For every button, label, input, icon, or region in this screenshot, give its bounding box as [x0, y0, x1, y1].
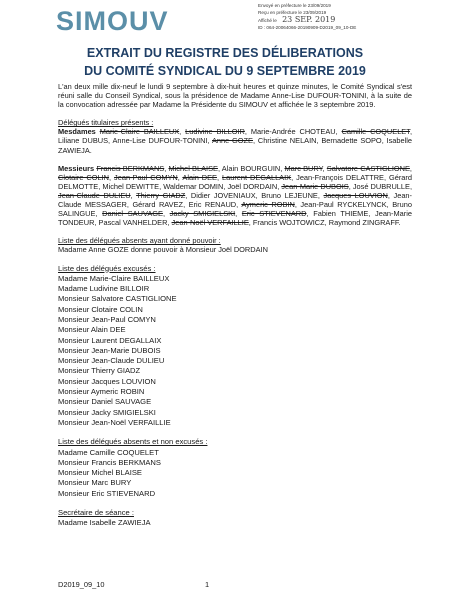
delegate-name: Waldemar DOMIN [163, 181, 224, 191]
delegate-name: Gérard RAVEZ [132, 200, 184, 210]
list-item: Madame Ludivine BILLOIR [58, 284, 150, 294]
delegate-name: Jacky SMIGIELSKI [169, 209, 236, 219]
list-item: Monsieur Thierry GIADZ [58, 366, 141, 376]
delegate-name: Didier JOVENIAUX [190, 190, 256, 200]
delegate-name: Joël DORDAIN [227, 181, 278, 191]
delegate-name: Salvatore CASTIGLIONE [326, 163, 410, 173]
delegate-name: Eric RENAUD [188, 200, 237, 210]
title-line-1: EXTRAIT DU REGISTRE DES DÉLIBERATIONS [86, 46, 364, 60]
titulaires-section [58, 118, 412, 227]
delegate-name: Isabelle ZAWIEJA [58, 136, 413, 155]
non-excuses-section [58, 437, 412, 499]
delegate-name: Alain BOURGUIN [221, 163, 281, 173]
delegate-name: Jean-Paul COMYN [114, 172, 178, 182]
excuses-list [58, 274, 412, 428]
delegate-name: Bernadette SOPO [321, 136, 382, 146]
delegate-name: Marie-Claire BAILLEUX [99, 127, 180, 137]
list-item: Monsieur Jacques LOUVION [58, 376, 156, 386]
stamp-line-id: ID : 064-20064066-20190909-D2019_09_10-DE [258, 25, 357, 30]
delegate-name: Pascal VANHELDER [98, 218, 168, 228]
delegate-name: José DUBRULLE [352, 181, 410, 191]
mesdames-paragraph [58, 127, 412, 154]
excuses-heading: Liste des délégués excusés : [58, 263, 156, 273]
secretaire-name: Madame Isabelle ZAWIEJA [58, 518, 151, 528]
non-excuses-heading: Liste des délégués absents et non excusés : [58, 437, 208, 447]
list-item: Monsieur Salvatore CASTIGLIONE [58, 294, 177, 304]
stamp-line-sent: Envoyé en préfecture le 23/09/2019 [258, 3, 331, 8]
delegate-name: Jean-Claude DULIEU [58, 190, 131, 200]
pouvoir-heading: Liste des délégués absents ayant donné pouvoir : [58, 236, 221, 246]
delegate-name: Daniel SAUVAGE [102, 209, 163, 219]
delegate-name: Michel DEWITTE [102, 181, 160, 191]
delegate-name: Jean-Noël VERFAILLIE [171, 218, 249, 228]
delegate-name: Francis BERKMANS [96, 163, 165, 173]
document-body [58, 82, 412, 529]
pouvoir-section [58, 236, 412, 254]
delegate-name: Christine NELAIN [257, 136, 317, 146]
delegate-name: Bruno LEJEUNE [261, 190, 318, 200]
secretaire-heading: Secrétaire de séance : [58, 508, 134, 518]
prefecture-stamp [258, 2, 444, 31]
delegate-name: Eric STIEVENARD [241, 209, 307, 219]
list-item: Madame Camille COQUELET [58, 447, 159, 457]
delegate-name: Raymond ZINGRAFF [328, 218, 399, 228]
list-item: Monsieur Jean-Noël VERFAILLIE [58, 417, 171, 427]
delegate-name: Aymeric ROBIN [241, 200, 295, 210]
non-excuses-list [58, 448, 412, 499]
stamp-posted-label: Affiché le [258, 18, 277, 23]
list-item: Monsieur Jean-Paul COMYN [58, 314, 156, 324]
footer-reference: D2019_09_10 [58, 580, 105, 589]
list-item: Monsieur Laurent DEGALLAIX [58, 335, 162, 345]
delegate-name: Alain DEE [182, 172, 217, 182]
excuses-section [58, 264, 412, 429]
delegate-name: Michel BLAISE [168, 163, 218, 173]
delegate-name: Jean-Marie DUBOIS [281, 181, 349, 191]
intro-paragraph: L'an deux mille dix-neuf le lundi 9 septembre à dix-huit heures et quinze minutes, le Comité Syndical s'est réuni salle du Conseil Syndical, sous la présidence de Madame Anne-Lise DUFOUR-TONINI, à la suite de la convocation adressée par Madame la Présidente du SIMOUV et affichée le 3 septembre 2019. [58, 82, 412, 110]
messieurs-paragraph [58, 164, 412, 228]
delegate-name: Clotaire COLIN [58, 172, 110, 182]
delegate-name: Bruno SALINGUE [58, 200, 412, 219]
document-title [0, 44, 450, 80]
delegate-name: Gérard DELMOTTE [58, 172, 412, 191]
stamp-line-received: Reçu en préfecture le 23/09/2019 [258, 10, 327, 15]
title-line-2: DU COMITÉ SYNDICAL DU 9 SEPTEMBRE 2019 [84, 64, 366, 78]
list-item: Monsieur Marc BURY [58, 478, 132, 488]
list-item: Monsieur Michel BLAISE [58, 468, 142, 478]
simouv-logo: SIMOUV [56, 6, 169, 36]
list-item: Monsieur Clotaire COLIN [58, 304, 143, 314]
delegate-name: Jean-Paul RYCKELYNCK [300, 200, 387, 210]
list-item: Madame Marie-Claire BAILLEUX [58, 273, 170, 283]
stamp-line-posted [258, 16, 444, 24]
list-item: Monsieur Jean-Marie DUBOIS [58, 345, 161, 355]
delegate-name: Marie-Andrée CHOTEAU [250, 127, 336, 137]
delegate-name: Jean-Claude MESSAGER [58, 190, 413, 210]
titulaires-heading: Délégués titulaires présents : [58, 118, 154, 128]
mesdames-label: Mesdames [58, 127, 96, 137]
delegate-name: Thierry GIADZ [136, 190, 186, 200]
list-item: Monsieur Eric STIEVENARD [58, 488, 156, 498]
delegate-name: Anne-Lise DUFOUR-TONINI [112, 136, 208, 146]
list-item: Monsieur Alain DEE [58, 325, 126, 335]
delegate-name: Laurent DEGALLAIX [222, 172, 292, 182]
delegate-name: Jean-François DELATTRE [296, 172, 384, 182]
mesdames-list: Marie-Claire BAILLEUX, Ludivine BILLOIR, Marie-Andrée CHOTEAU, Camille COQUELET, Liliane DUBUS, Anne-Lise DUFOUR-TONINI, Anne GOZE, Christine NELAIN, Bernadette SOPO, Isabelle ZAWIEJA. [58, 127, 413, 155]
list-item: Monsieur Francis BERKMANS [58, 457, 161, 467]
stamp-posted-date: 23 SEP. 2019 [282, 16, 336, 24]
delegate-name: Jacques LOUVION [323, 190, 388, 200]
list-item: Monsieur Aymeric ROBIN [58, 387, 145, 397]
messieurs-label: Messieurs [58, 163, 95, 173]
delegate-name: Liliane DUBUS [58, 136, 109, 146]
list-item: Monsieur Jean-Claude DULIEU [58, 356, 165, 366]
secretaire-section [58, 508, 412, 529]
delegate-name: Ludivine BILLOIR [185, 127, 245, 137]
delegate-name: Jean-Marie TONDEUR [58, 209, 412, 228]
pouvoir-text: Madame Anne GOZE donne pouvoir à Monsieur Joël DORDAIN [58, 245, 268, 255]
list-item: Monsieur Jacky SMIGIELSKI [58, 407, 156, 417]
delegate-name: Marc BURY [284, 163, 323, 173]
delegate-name: Anne GOZE [212, 136, 253, 146]
delegate-name: Francis WOJTOWICZ [252, 218, 325, 228]
delegate-name: Camille COQUELET [341, 127, 410, 137]
page-number: 1 [205, 580, 210, 589]
list-item: Monsieur Daniel SAUVAGE [58, 397, 152, 407]
messieurs-list: Francis BERKMANS, Michel BLAISE, Alain BOURGUIN, Marc BURY, Salvatore CASTIGLIONE, Clotaire COLIN, Jean-Paul COMYN, Alain DEE, Laurent DEGALLAIX, Jean-François DELATTRE, Gérard DELMOTTE, Michel DEWITTE, Waldemar DOMIN, Joël DORDAIN, Jean-Marie DUBOIS, José DUBRULLE, Jean-Claude DULIEU, Thierry GIADZ, Didier JOVENIAUX, Bruno LEJEUNE, Jacques LOUVION, Jean-Claude MESSAGER, Gérard RAVEZ, Eric RENAUD, Aymeric ROBIN, Jean-Paul RYCKELYNCK, Bruno SALINGUE, Daniel SAUVAGE, Jacky SMIGIELSKI, Eric STIEVENARD, Fabien THIEME, Jean-Marie TONDEUR, Pascal VANHELDER, Jean-Noël VERFAILLIE, Francis WOJTOWICZ, Raymond ZINGRAFF. [58, 163, 413, 228]
delegate-name: Fabien THIEME [313, 209, 369, 219]
